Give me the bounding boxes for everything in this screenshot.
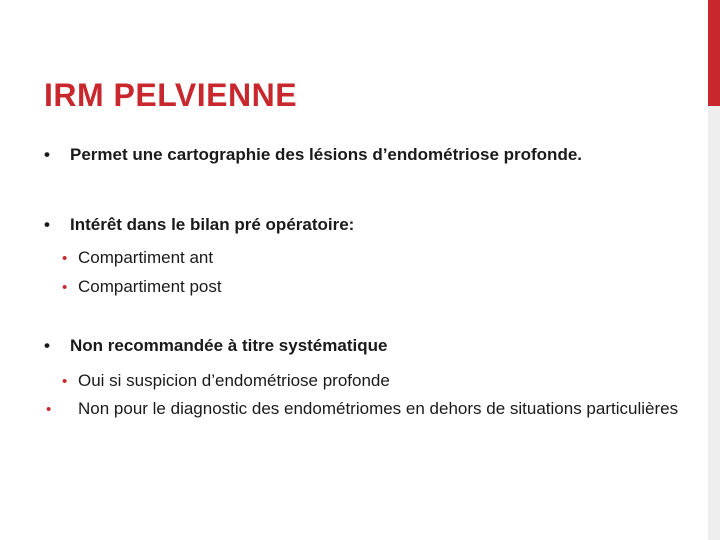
right-edge-rule [708, 106, 720, 540]
bullet-3-text: Non recommandée à titre systématique [70, 336, 388, 355]
sub-bullet-dot-icon: • [62, 373, 68, 390]
sub-bullet-dot-icon: • [46, 401, 52, 418]
slide-title: IRM PELVIENNE [44, 77, 298, 113]
sub-bullet-3-2 [46, 398, 718, 421]
bullet-2 [44, 214, 354, 236]
bullet-dot-icon: • [44, 215, 50, 234]
accent-bar [708, 0, 720, 106]
bullet-dot-icon: • [44, 336, 50, 355]
bullet-2-text: Intérêt dans le bilan pré opératoire: [70, 215, 355, 234]
bullet-3 [44, 335, 387, 357]
sub-bullet-2-1-text: Compartiment ant [78, 248, 214, 267]
sub-bullet-3-1-text: Oui si suspicion d’endométriose profonde [78, 371, 390, 390]
bullet-1 [44, 144, 582, 166]
bullet-1-text: Permet une cartographie des lésions d’endométriose profonde. [70, 145, 583, 164]
sub-bullet-3-1 [62, 370, 390, 393]
sub-bullet-3-2-text: Non pour le diagnostic des endométriomes en dehors de situations particulières [78, 399, 679, 418]
sub-bullet-2-1 [62, 247, 213, 270]
sub-bullet-dot-icon: • [62, 279, 68, 296]
bullet-dot-icon: • [44, 145, 50, 164]
sub-bullet-2-2-text: Compartiment post [78, 277, 222, 296]
sub-bullet-dot-icon: • [62, 250, 68, 267]
sub-bullet-2-2 [62, 276, 222, 299]
